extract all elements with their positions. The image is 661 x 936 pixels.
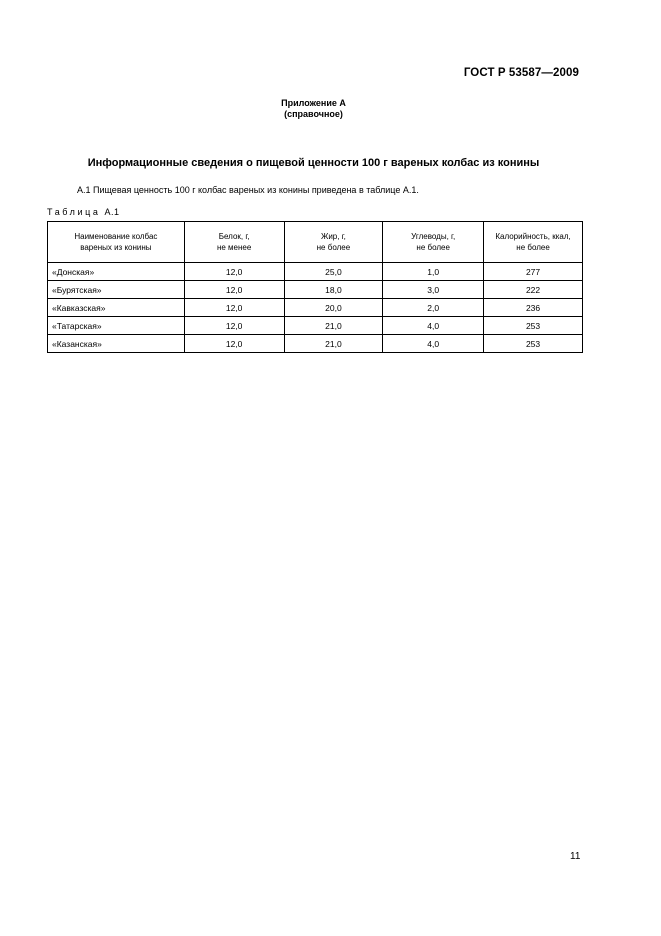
table-caption-number: А.1 [104, 207, 120, 217]
cell-calories: 222 [484, 281, 583, 299]
table-row [48, 335, 583, 353]
cell-carbohydrates: 2,0 [383, 299, 484, 317]
annex-heading [0, 98, 627, 120]
table-header-row [48, 222, 583, 263]
header-carbohydrates [383, 222, 484, 263]
header-product-name [48, 222, 185, 263]
page-number: 11 [570, 851, 581, 862]
cell-product-name: «Бурятская» [48, 281, 185, 299]
table-row [48, 281, 583, 299]
cell-fat: 20,0 [284, 299, 383, 317]
body-paragraph: А.1 Пищевая ценность 100 г колбас вареных из конины приведена в таблице А.1. [77, 185, 419, 195]
header-line: вареных из конины [80, 243, 152, 252]
cell-fat: 25,0 [284, 263, 383, 281]
cell-carbohydrates: 4,0 [383, 317, 484, 335]
cell-protein: 12,0 [184, 317, 284, 335]
annex-title: Приложение А [281, 98, 346, 108]
header-calories [484, 222, 583, 263]
cell-protein: 12,0 [184, 299, 284, 317]
annex-subtitle: (справочное) [284, 109, 343, 119]
header-line: не менее [216, 243, 252, 252]
header-protein [184, 222, 284, 263]
cell-product-name: «Донская» [48, 263, 185, 281]
header-line: Наименование колбас [74, 232, 158, 241]
cell-protein: 12,0 [184, 263, 284, 281]
header-line: Жир, г, [320, 232, 346, 241]
table-row [48, 317, 583, 335]
table-row [48, 263, 583, 281]
header-line: не более [416, 243, 450, 252]
cell-protein: 12,0 [184, 335, 284, 353]
header-line: не более [516, 243, 550, 252]
cell-fat: 21,0 [284, 317, 383, 335]
nutrition-table [47, 221, 583, 353]
cell-carbohydrates: 3,0 [383, 281, 484, 299]
cell-carbohydrates: 1,0 [383, 263, 484, 281]
cell-product-name: «Казанская» [48, 335, 185, 353]
cell-fat: 18,0 [284, 281, 383, 299]
header-line: Калорийность, ккал, [495, 232, 571, 241]
cell-calories: 236 [484, 299, 583, 317]
header-line: не более [316, 243, 351, 252]
cell-calories: 253 [484, 335, 583, 353]
cell-product-name: «Кавказская» [48, 299, 185, 317]
header-line: Углеводы, г, [411, 232, 456, 241]
cell-carbohydrates: 4,0 [383, 335, 484, 353]
cell-fat: 21,0 [284, 335, 383, 353]
table-caption [47, 207, 120, 217]
table-caption-word: Таблица [47, 207, 101, 217]
document-code: ГОСТ Р 53587—2009 [463, 67, 579, 79]
header-fat [284, 222, 383, 263]
cell-product-name: «Татарская» [48, 317, 185, 335]
cell-calories: 277 [484, 263, 583, 281]
table-row [48, 299, 583, 317]
section-title: Информационные сведения о пищевой ценности 100 г вареных колбас из конины [87, 157, 540, 169]
cell-calories: 253 [484, 317, 583, 335]
cell-protein: 12,0 [184, 281, 284, 299]
header-line: Белок, г, [218, 232, 250, 241]
